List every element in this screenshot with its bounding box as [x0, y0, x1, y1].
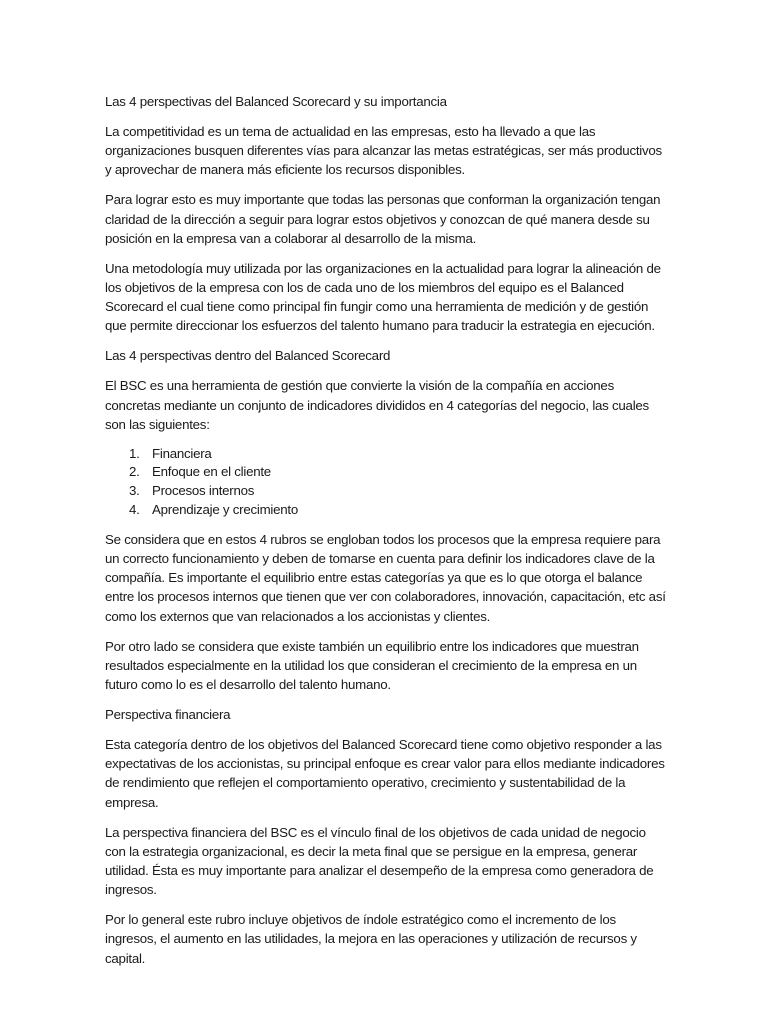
section-paragraph-2: Por otro lado se considera que existe también un equilibrio entre los indicadores que muestran resultados especialmente en la utilidad los que consideran el crecimiento de la empresa en un futuro como lo es el desarrollo del talento humano. — [105, 638, 639, 693]
intro-paragraph-1: La competitividad es un tema de actualidad en las empresas, esto ha llevado a que las organizaciones busquen diferentes vías para alcanzar las metas estratégicas, ser más productivos y aprovechar de manera más eficiente los recursos disponibles. — [105, 124, 662, 178]
list-item — [129, 445, 667, 464]
intro-paragraph-3: Una metodología muy utilizada por las organizaciones en la actualidad para lograr la alineación de los objetivos de la empresa con los de cada uno de los miembros del equipo es el Balanced Scorecard el cual tiene como principal fin fungir como una herramienta de medición y de gestión que permite direccionar los esfuerzos del talento humano para traducir la estrategia en ejecución. — [105, 260, 661, 334]
section-heading-perspectivas: Las 4 perspectivas dentro del Balanced Scorecard — [105, 348, 391, 364]
list-item-label: Financiera — [152, 445, 212, 461]
list-item-number: 1. — [129, 445, 140, 461]
intro-paragraph-2: Para lograr esto es muy importante que todas las personas que conforman la organización tengan claridad de la dirección a seguir para lograr estos objetivos y conozcan de qué manera desde su posición en la empresa van a colaborar al desarrollo de la misma. — [105, 192, 661, 246]
financial-paragraph-2: La perspectiva financiera del BSC es el vínculo final de los objetivos de cada unidad de negocio con la estrategia organizacional, es decir la meta final que se persigue en la empresa, generar utilidad. Ésta es muy importante para analizar el desempeño de la empresa como generadora de ingresos. — [105, 824, 654, 898]
list-item-number: 4. — [129, 501, 140, 517]
list-item — [129, 501, 667, 520]
section-paragraph-1: Se considera que en estos 4 rubros se engloban todos los procesos que la empresa requiere para un correcto funcionamiento y deben de tomarse en cuenta para definir los indicadores clave de la compañía. Es importante el equilibrio entre estas categorías ya que es lo que otorga el balance entre los procesos internos que tienen que ver con colaboradores, innovación, capacitación, etc así como los externos que van relacionados a los accionistas y clientes. — [105, 531, 666, 624]
list-item — [129, 463, 667, 482]
document-title: Las 4 perspectivas del Balanced Scorecard y su importancia — [105, 94, 447, 109]
financial-paragraph-3: Por lo general este rubro incluye objetivos de índole estratégico como el incremento de los ingresos, el aumento en las utilidades, la mejora en las operaciones y utilización de recursos y capital. — [105, 912, 637, 966]
perspectives-list — [105, 445, 667, 519]
list-item-label: Enfoque en el cliente — [152, 464, 271, 480]
list-item-number: 2. — [129, 464, 140, 480]
financial-paragraph-1: Esta categoría dentro de los objetivos del Balanced Scorecard tiene como objetivo responder a las expectativas de los accionistas, su principal enfoque es crear valor para ellos mediante indicadores de rendimiento que reflejen el comportamiento operativo, crecimiento y sustentabilidad de la empresa. — [105, 737, 665, 810]
document-page — [105, 92, 667, 979]
section-intro-paragraph: El BSC es una herramienta de gestión que convierte la visión de la compañía en acciones concretas mediante un conjunto de indicadores divididos en 4 categorías del negocio, las cuales son las siguientes: — [105, 378, 649, 432]
section-heading-financiera: Perspectiva financiera — [105, 707, 231, 723]
list-item-number: 3. — [129, 483, 140, 499]
list-item-label: Aprendizaje y crecimiento — [152, 501, 298, 517]
list-item-label: Procesos internos — [152, 483, 255, 499]
list-item — [129, 482, 667, 501]
